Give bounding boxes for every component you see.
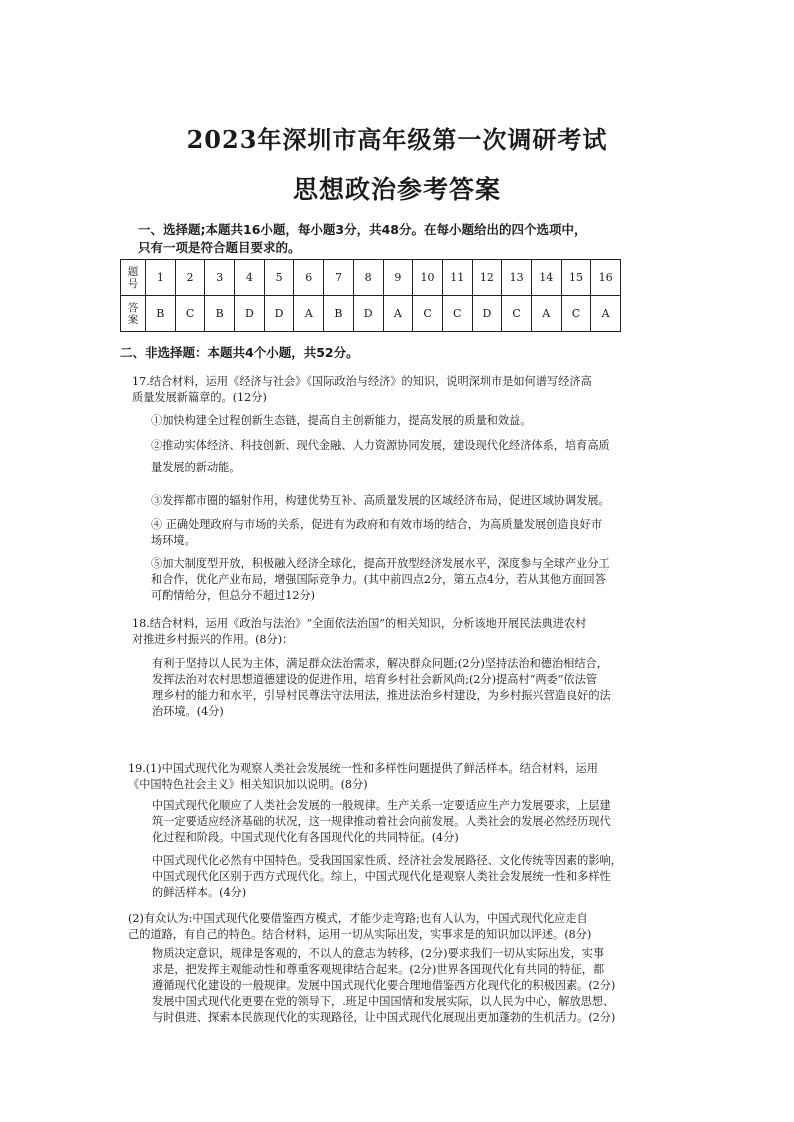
answer-cell: D [264,296,294,332]
q19-part1-answer-a-line3: 化过程和阶段。中国式现代化有各国现代化的共同特征。(4分) [152,831,459,844]
q19-part1-answer-b [152,853,622,901]
q19-part1-question-line2: 《中国特色社会主义》相关知识加以说明。(8分) [128,778,368,791]
q19-part1-question-line1: 19.(1)中国式现代化为观察人类社会发展统一性和多样性问题提供了鲜活样本。结合材料，运用 [128,762,598,775]
q18-answer-line3: 理乡村的能力和水平，引导村民尊法守法用法，推进法治乡村建设，为乡村振兴营造良好的法 [152,689,611,702]
answer-cell: C [561,296,591,332]
q19-part2-answer-line5: 与时俱进、探索本民族现代化的实现路径，让中国式现代化展现出更加蓬勃的生机活力。(2分) [152,1011,616,1024]
q19-part1-answer-a-line1: 中国式现代化顺应了人类社会发展的一般规律。生产关系一定要适应生产力发展要求，上层建 [152,799,611,812]
answer-label: 答 案 [121,296,146,332]
q18-answer-line4: 治环境。(4分) [152,705,224,718]
q17-question [132,374,692,406]
section1-heading [138,221,678,257]
question-number-cell: 2 [175,260,205,296]
answer-cell: A [294,296,324,332]
section2-heading: 二、非选择题：本题共4个小题，共52分。 [120,345,359,360]
q19-part2-answer-line2: 求是，把发挥主观能动性和尊重客观规律结合起来。(2分)世界各国现代化有共同的特征，都 [152,963,605,976]
question-number-label: 题 号 [121,260,146,296]
question-number-cell: 12 [472,260,502,296]
q19-part1-answer-b-line3: 的鲜活样本。(4分) [152,886,247,899]
question-number-cell: 3 [205,260,235,296]
answer-cell: D [472,296,502,332]
answer-cell: B [324,296,354,332]
question-number-cell: 13 [502,260,532,296]
question-number-cell: 7 [324,260,354,296]
question-number-cell: 11 [442,260,472,296]
q17-point5-line3: 可酌情给分，但总分不超过12分) [151,589,316,602]
exam-title: 2023年深圳市高年级第一次调研考试 [186,125,608,154]
q17-point4-line1: ④ 正确处理政府与市场的关系，促进有为政府和有效市场的结合，为高质量发展创造良好市 [151,518,603,531]
question-number-cell: 15 [561,260,591,296]
question-number-cell: 8 [353,260,383,296]
q19-part1-question [128,761,598,793]
question-number-cell: 9 [383,260,413,296]
q19-part2-question-line2: 己的道路，有自己的特色。结合材料，运用一切从实际出发，实事求是的知识加以评述。(8分) [128,928,592,941]
q17-point2-line1: ②推动实体经济、科技创新、现代金融、人力资源协同发展，建设现代化经济体系，培育高质 [151,439,610,452]
q17-question-line2: 质量发展新篇章的。(12分) [132,391,267,404]
q17-point5-line1: ⑤加大制度型开放，积极融入经济全球化，提高开放型经济发展水平，深度参与全球产业分工 [151,557,610,570]
q18-answer-line1: 有利于坚持以人民为主体，满足群众法治需求，解决群众问题;(2分)坚持法治和德治相结合， [152,657,608,670]
q19-part1-answer-b-line1: 中国式现代化必然有中国特色。受我国国家性质、经济社会发展路径、文化传统等因素的影响， [152,854,622,867]
answer-cell: A [591,296,621,332]
section1-heading-line1: 一、选择题;本题共16小题，每小题3分，共48分。在每小题给出的四个选项中， [138,222,587,237]
q19-part2-answer-line3: 遵循现代化建设的一般规律。发展中国式现代化要合理地借鉴西方化现代化的积极因素。(2分) [152,979,616,992]
answer-cell: B [146,296,176,332]
answer-cell: A [383,296,413,332]
q17-point5-line2: 和合作，优化产业布局，增强国际竞争力。(其中前四点2分，第五点4分，若从其他方面回答 [151,573,606,586]
question-number-cell: 16 [591,260,621,296]
q17-question-line1: 17.结合材料，运用《经济与社会》《国际政治与经济》的知识，说明深圳市是如何谱写经济高 [132,375,592,388]
answer-cell: A [531,296,561,332]
q19-part2-answer-line1: 物质决定意识，规律是客观的，不以人的意志为转移，(2分)要求我们一切从实际出发，实事 [152,947,605,960]
answer-cell: D [235,296,265,332]
q18-question [132,616,586,648]
answer-key-title: 思想政治参考答案 [292,175,501,204]
question-number-cell: 14 [531,260,561,296]
q17-point4 [151,517,602,549]
answer-table [120,259,621,332]
q17-point1: ①加快构建全过程创新生态链，提高自主创新能力，提高发展的质量和效益。 [151,414,532,427]
question-number-cell: 5 [264,260,294,296]
q17-point4-line2: 场环境。 [151,534,196,547]
question-number-cell: 4 [235,260,265,296]
q19-part2-answer [152,946,615,1026]
q17-point2 [151,435,610,479]
q19-part1-answer-a-line2: 筑一定要适应经济基础的状况，这一规律推动着社会向前发展。人类社会的发展必然经历现代 [152,815,611,828]
answer-cell: C [442,296,472,332]
q19-part2-question-line1: (2)有众认为:中国式现代化要借鉴西方模式，才能少走弯路;也有人认为，中国式现代化应走自 [128,912,588,925]
q18-answer [152,656,611,720]
section1-heading-line2: 只有一项是符合题目要求的。 [138,240,301,255]
answer-cell: C [413,296,443,332]
q19-part2-question [128,911,591,943]
q19-part1-answer-b-line2: 中国式现代化区别于西方式现代化。综上，中国式现代化是观察人类社会发展统一性和多样性 [152,870,611,883]
question-number-cell: 1 [146,260,176,296]
answer-cell: D [353,296,383,332]
q19-part2-answer-line4: 发展中国式现代化更要在党的领导下，.班足中国国情和发展实际，以人民为中心，解放思想、 [152,995,615,1008]
q17-point2-line2: 量发展的新动能。 [151,461,241,474]
answer-cell: C [502,296,532,332]
q19-part1-answer-a [152,798,611,846]
q18-question-line1: 18.结合材料，运用《政治与法治》“全面依法治国”的相关知识，分析该地开展民法典进农村 [132,617,587,630]
q17-point3: ③发挥都市圈的辐射作用，构建优势互补、高质量发展的区域经济布局，促进区域协调发展。 [151,494,610,507]
answer-cell: C [175,296,205,332]
q18-question-line2: 对推进乡村振兴的作用。(8分)： [132,633,294,646]
q18-answer-line2: 发挥法治对农村思想道德建设的促进作用，培育乡村社会新风尚;(2分)提高村“两委”依法管 [152,673,597,686]
answer-cell: B [205,296,235,332]
q17-point5 [151,556,610,604]
question-number-cell: 6 [294,260,324,296]
question-number-cell: 10 [413,260,443,296]
